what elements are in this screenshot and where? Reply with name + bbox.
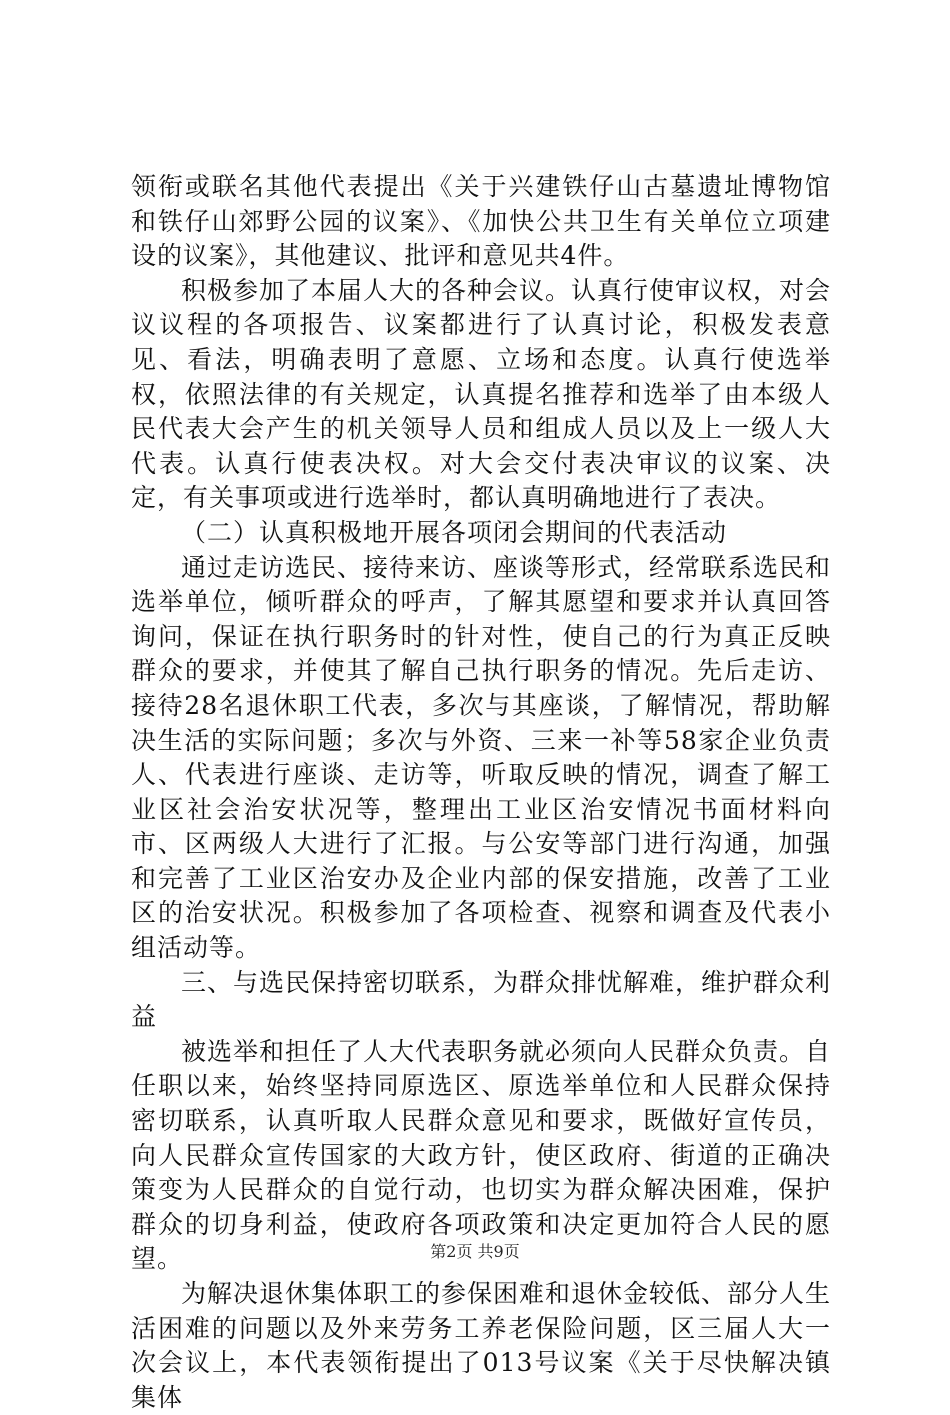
document-body xyxy=(131,170,831,1415)
section-heading-3: 三、与选民保持密切联系，为群众排忧解难，维护群众利益 xyxy=(131,967,832,1032)
page-footer: 第2页 共9页 xyxy=(430,1242,520,1261)
paragraph-1: 领衔或联名其他代表提出《关于兴建铁仔山古墓遗址博物馆和铁仔山郊野公园的议案》、《加快公共卫生有关单位立项建设的议案》，其他建议、批评和意见共4件。 xyxy=(131,172,831,271)
section-heading-2: （二）认真积极地开展各项闭会期间的代表活动 xyxy=(181,517,728,547)
paragraph-4: 被选举和担任了人大代表职务就必须向人民群众负责。自任职以来，始终坚持同原选区、原选举单位和人民群众保持密切联系，认真听取人民群众意见和要求，既做好宣传员，向人民群众宣传国家的大政方针，使区政府、街道的正确决策变为人民群众的自觉行动，也切实为群众解决困难，保护群众的切身利益，使政府各项政策和决定更加符合人民的愿望。 xyxy=(131,1036,832,1274)
paragraph-3: 通过走访选民、接待来访、座谈等形式，经常联系选民和选举单位，倾听群众的呼声，了解其愿望和要求并认真回答询问，保证在执行职务时的针对性，使自己的行为真正反映群众的要求，并使其了解自己执行职务的情况。先后走访、接待28名退休职工代表，多次与其座谈，了解情况，帮助解决生活的实际问题；多次与外资、三来一补等58家企业负责人、代表进行座谈、走访等，听取反映的情况，调查了解工业区社会治安状况等，整理出工业区治安情况书面材料向市、区两级人大进行了汇报。与公安等部门进行沟通，加强和完善了工业区治安办及企业内部的保安措施，改善了工业区的治安状况。积极参加了各项检查、视察和调查及代表小组活动等。 xyxy=(131,552,832,963)
paragraph-5: 为解决退休集体职工的参保困难和退休金较低、部分人生活困难的问题以及外来劳务工养老保险问题，区三届人大一次会议上，本代表领衔提出了013号议案《关于尽快解决镇集体 xyxy=(131,1279,832,1412)
paragraph-2: 积极参加了本届人大的各种会议。认真行使审议权，对会议议程的各项报告、议案都进行了认真讨论，积极发表意见、看法，明确表明了意愿、立场和态度。认真行使选举权，依照法律的有关规定，认真提名推荐和选举了由本级人民代表大会产生的机关领导人员和组成人员以及上一级人大代表。认真行使表决权。对大会交付表决审议的议案、决定，有关事项或进行选举时，都认真明确地进行了表决。 xyxy=(131,275,832,513)
